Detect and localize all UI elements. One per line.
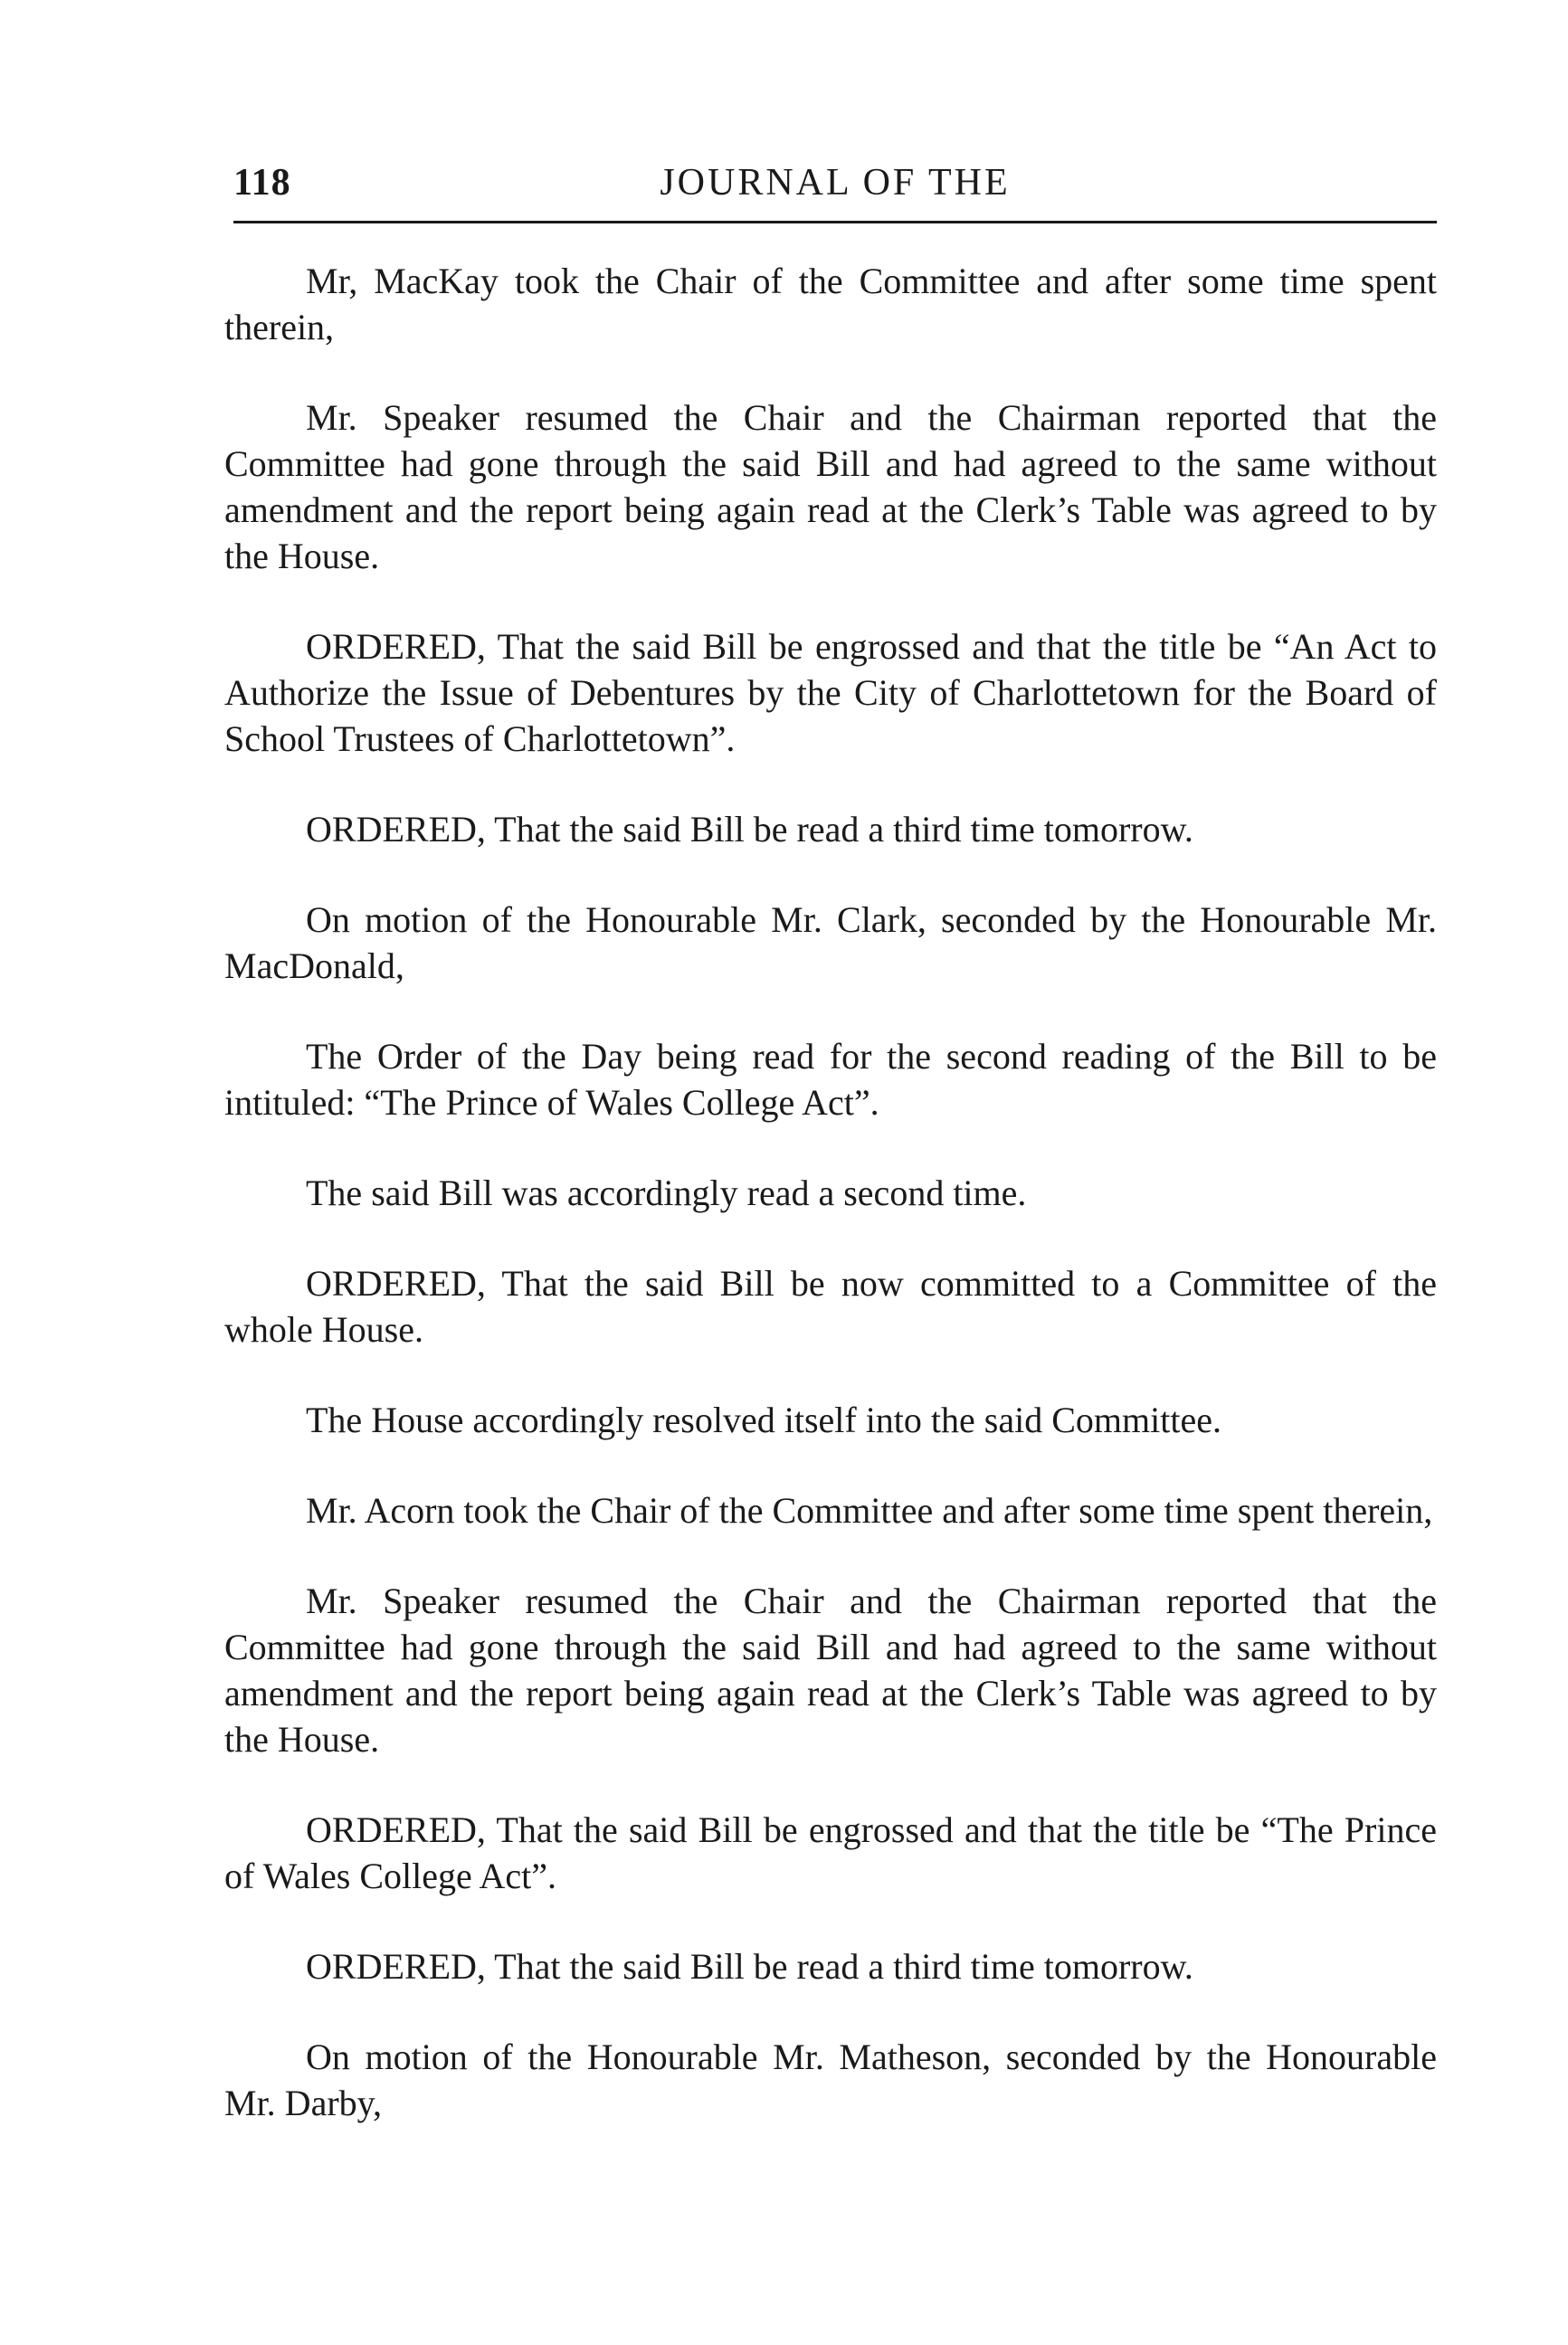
paragraph: On motion of the Honourable Mr. Matheson, seconded by the Honourable Mr. Darby, bbox=[224, 2036, 1437, 2123]
page-number: 118 bbox=[233, 162, 291, 204]
paragraph: Mr. Speaker resumed the Chair and the Chairman reported that the Committee had gone through the said Bill and had agreed to the same without amendment and the report being again read at the Clerk’s Table was agreed to by the House. bbox=[224, 1581, 1437, 1760]
paragraph: Mr. Acorn took the Chair of the Committee and after some time spent therein, bbox=[306, 1490, 1433, 1531]
paragraph: On motion of the Honourable Mr. Clark, seconded by the Honourable Mr. MacDonald, bbox=[224, 899, 1437, 986]
paragraph: The said Bill was accordingly read a second time. bbox=[306, 1172, 1027, 1213]
running-head: JOURNAL OF THE bbox=[660, 162, 1011, 204]
paragraph: The Order of the Day being read for the second reading of the Bill to be intituled: “The Prince of Wales College Act”. bbox=[224, 1036, 1437, 1123]
paragraph: ORDERED, That the said Bill be engrossed and that the title be “The Prince of Wales College Act”. bbox=[224, 1809, 1437, 1896]
paragraph: ORDERED, That the said Bill be engrossed and that the title be “An Act to Authorize the Issue of Debentures by the City of Charlottetown for the Board of School Trustees of Charlottetown”. bbox=[224, 626, 1437, 759]
paragraph: Mr, MacKay took the Chair of the Committee and after some time spent therein, bbox=[224, 261, 1437, 347]
journal-body bbox=[224, 258, 1437, 2170]
paragraph: Mr. Speaker resumed the Chair and the Chairman reported that the Committee had gone through the said Bill and had agreed to the same without amendment and the report being again read at the Clerk’s Table was agreed to by the House. bbox=[224, 397, 1437, 576]
paragraph: ORDERED, That the said Bill be now committed to a Committee of the whole House. bbox=[224, 1263, 1437, 1350]
paragraph: The House accordingly resolved itself into the said Committee. bbox=[306, 1400, 1221, 1440]
paragraph: ORDERED, That the said Bill be read a third time tomorrow. bbox=[306, 1946, 1193, 1987]
header-rule bbox=[233, 221, 1437, 223]
page-header bbox=[233, 161, 1437, 212]
paragraph: ORDERED, That the said Bill be read a third time tomorrow. bbox=[306, 809, 1193, 850]
